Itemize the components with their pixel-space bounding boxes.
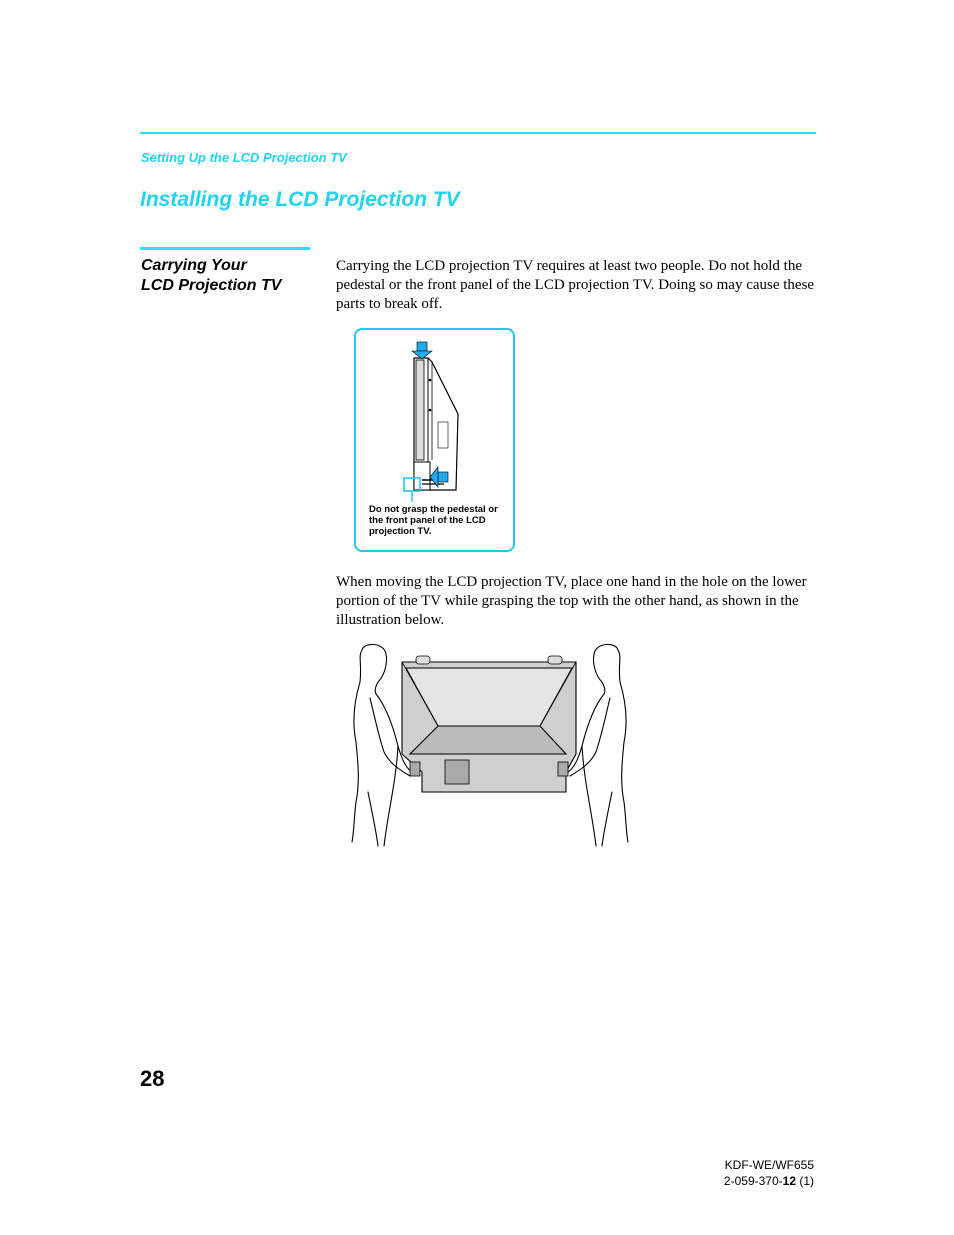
tv-side-view-illustration	[356, 330, 513, 505]
carrying-paragraph: When moving the LCD projection TV, place one hand in the hole on the lower portion of the TV while grasping the top with the other hand, as shown in the illustration below.	[336, 574, 807, 628]
right-person-figure	[568, 644, 628, 846]
top-rule	[140, 132, 816, 134]
section-heading-line2: LCD Projection TV	[141, 277, 282, 294]
two-people-carrying-illustration	[350, 642, 630, 850]
section-rule	[140, 247, 310, 250]
warning-caption: Do not grasp the pedestal or the front panel of the LCD projection TV.	[369, 504, 498, 537]
model-number: KDF-WE/WF655	[724, 1158, 814, 1172]
warning-figure	[354, 328, 515, 552]
intro-paragraph: Carrying the LCD projection TV requires at least two people. Do not hold the pedestal or the front panel of the LCD projection TV. Doing so may cause these parts to break off.	[336, 258, 815, 312]
section-heading	[141, 256, 316, 296]
page-title: Installing the LCD Projection TV	[140, 188, 460, 211]
document-code-prefix: 2-059-370-	[723, 1174, 783, 1188]
section-heading-line1: Carrying Your	[141, 257, 247, 274]
running-head: Setting Up the LCD Projection TV	[141, 150, 347, 165]
document-code-bold: 12	[782, 1174, 796, 1188]
page-number: 28	[140, 1066, 165, 1091]
document-code-suffix: (1)	[796, 1174, 814, 1188]
document-code	[700, 1173, 814, 1189]
tv-rear-view	[402, 656, 576, 792]
footer-info	[700, 1157, 814, 1189]
arrow-down-icon	[412, 342, 432, 359]
